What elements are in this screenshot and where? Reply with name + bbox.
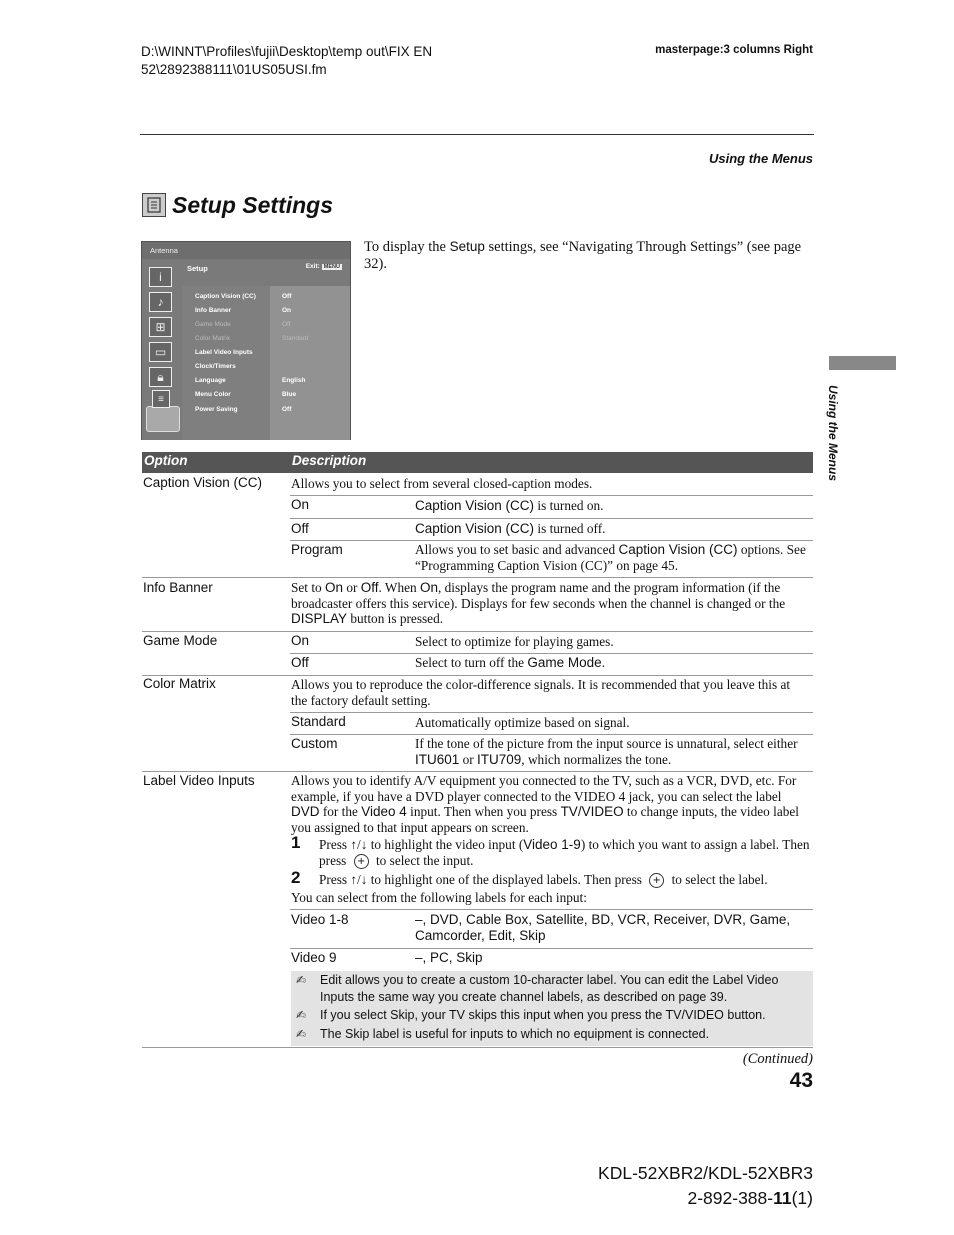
setup-icon: [142, 193, 166, 217]
video-9-label: Video 9: [291, 950, 337, 965]
label-text: input. Then when you press: [406, 804, 561, 819]
info-term: DISPLAY: [291, 611, 348, 626]
cc-on-label: On: [291, 497, 310, 512]
menu-value: English: [282, 377, 306, 384]
cc-on-desc: [415, 498, 810, 514]
menu-option: Menu Color: [195, 391, 231, 398]
page-number: 43: [789, 1069, 813, 1092]
menu-value: Off: [282, 321, 291, 328]
video-9-desc: –, PC, Skip: [415, 950, 483, 965]
menu-option: Language: [195, 377, 226, 384]
color-custom-label: Custom: [291, 736, 338, 751]
row-divider: [142, 577, 813, 578]
menu-value: On: [282, 307, 292, 314]
header-option: Option: [144, 453, 188, 468]
intro-setup-term: Setup: [449, 239, 485, 254]
doc-code-bold: 11: [773, 1188, 792, 1208]
masterpage-label: masterpage:3 columns Right: [655, 44, 813, 56]
info-term: On: [324, 580, 343, 595]
side-section-label: Using the Menus: [826, 385, 840, 482]
row-divider: [290, 495, 813, 496]
step-2-text: [319, 872, 811, 888]
screen-icon: ⊞: [149, 317, 172, 337]
note-text: If you select Skip, your TV skips this input when you press the TV/VIDEO button.: [320, 1008, 766, 1022]
menu-key-badge: MENU: [323, 264, 340, 270]
page-title: Setup Settings: [172, 191, 334, 218]
info-text: , displays the program name and the program information (if the broadcaster offers this service). Displays for few seconds when the channel is changed or the: [291, 580, 786, 611]
top-rule: [140, 134, 814, 135]
cc-text: is turned on.: [534, 498, 604, 513]
setup-menu-screenshot: [141, 241, 351, 440]
header-description: Description: [292, 453, 367, 468]
setup-tab-icon: ≡: [152, 390, 170, 408]
option-caption-vision: Caption Vision (CC): [143, 475, 263, 490]
color-custom-desc: [415, 736, 810, 767]
step-text: ) to which you want to assign a label. Then press: [319, 837, 810, 868]
menu-exit-label: [306, 263, 342, 270]
menu-option: Label Video Inputs: [195, 349, 253, 356]
menu-value: Off: [282, 293, 292, 300]
game-text: .: [601, 655, 606, 670]
menu-option: Clock/Timers: [195, 363, 236, 370]
row-divider: [290, 540, 813, 541]
continued-label: (Continued): [742, 1051, 813, 1067]
menu-value: Off: [282, 406, 292, 413]
info-icon: i: [149, 267, 172, 287]
menu-value: Standard: [282, 335, 309, 342]
step-term: Video 1-9: [523, 837, 581, 852]
up-down-arrow-icon: ↑/↓: [350, 872, 368, 887]
intro-paragraph: [364, 238, 814, 273]
row-divider: [290, 653, 813, 654]
menu-selected-tab: [146, 406, 180, 432]
file-path-line1: D:\WINNT\Profiles\fujii\Desktop\temp out\FIX EN: [141, 44, 433, 59]
step-text: to select the input.: [372, 852, 474, 868]
file-path: [141, 43, 481, 79]
option-game-mode: Game Mode: [143, 633, 218, 648]
info-text: or: [343, 580, 361, 595]
note-text: The Skip label is useful for inputs to which no equipment is connected.: [320, 1027, 710, 1041]
cc-term: Caption Vision (CC): [618, 542, 738, 557]
video-1-8-label: Video 1-8: [291, 912, 349, 927]
lock-icon: 🔒︎: [149, 367, 172, 387]
cc-text: Allows you to set basic and advanced: [415, 542, 619, 557]
notes-box: [291, 971, 813, 1046]
step-text: to highlight one of the displayed labels. Then press: [367, 872, 646, 887]
menu-setup-label: Setup: [187, 264, 208, 273]
game-on-label: On: [291, 633, 310, 648]
note-pencil-icon: ✍: [296, 1027, 307, 1041]
table-bottom-rule: [142, 1047, 813, 1048]
menu-option: Power Saving: [195, 406, 238, 413]
running-head: Using the Menus: [708, 151, 813, 166]
video-icon: ▭: [149, 342, 172, 362]
label-text: for the: [319, 804, 362, 819]
color-term: ITU709: [477, 751, 522, 767]
file-path-line2: 52\2892388111\01US05USI.fm: [141, 62, 327, 77]
title-row: [142, 190, 333, 220]
color-matrix-desc: Allows you to reproduce the color-difference signals. It is recommended that you leave this at the factory default setting.: [291, 677, 791, 708]
intro-text: To display the: [364, 239, 450, 255]
color-standard-label: Standard: [291, 714, 346, 729]
step-text: Press: [319, 872, 351, 887]
info-banner-desc: [291, 580, 809, 627]
step-text: to select the label.: [668, 872, 768, 887]
label-text: Allows you to identify A/V equipment you connected to the TV, such as a VCR, DVD, etc. For example, if you have a DVD player connected to the VIDEO 4 jack, you can select the label: [291, 773, 797, 804]
step-1-number: 1: [291, 833, 301, 852]
info-text: button is pressed.: [347, 611, 444, 626]
row-divider: [290, 518, 813, 519]
row-divider: [290, 712, 813, 713]
game-on-desc: Select to optimize for playing games.: [415, 634, 614, 649]
menu-value: Blue: [282, 391, 297, 398]
doc-code-text: 2-892-388-: [687, 1188, 774, 1208]
option-info-banner: Info Banner: [143, 580, 213, 595]
info-term: Off: [360, 580, 379, 595]
cc-program-desc: [415, 542, 810, 573]
cc-off-label: Off: [291, 521, 309, 536]
row-divider: [142, 771, 813, 772]
music-note-icon: ♪: [149, 292, 172, 312]
info-text: . When: [378, 580, 420, 595]
menu-option: Caption Vision (CC): [195, 293, 256, 300]
doc-code: [598, 1186, 813, 1211]
menu-antenna-label: Antenna: [142, 242, 350, 259]
cc-term: Caption Vision (CC): [415, 521, 535, 536]
game-term: Game Mode: [527, 655, 602, 670]
info-term: On: [419, 580, 438, 595]
color-text: , which normalizes the tone.: [521, 751, 672, 767]
label-term: TV/VIDEO: [560, 804, 624, 819]
menu-option: Color Matrix: [195, 335, 231, 342]
cc-term: Caption Vision (CC): [415, 498, 535, 513]
select-button-icon: +: [649, 873, 664, 888]
menu-values-column: [270, 286, 350, 440]
cc-text: options. See “Programming Caption Vision (CC)” on page 45.: [415, 542, 806, 573]
game-text: Select to turn off the: [415, 655, 528, 670]
menu-header: [182, 259, 350, 286]
label-term: DVD: [291, 804, 320, 819]
step-text: to highlight the video input (: [367, 837, 524, 852]
side-tab: [829, 356, 896, 370]
color-text: If the tone of the picture from the input source is unnatural, select either: [415, 736, 798, 751]
menu-option: Info Banner: [195, 307, 232, 314]
caption-vision-desc: Allows you to select from several closed-caption modes.: [291, 476, 593, 491]
note-pencil-icon: ✍: [296, 1008, 307, 1022]
option-color-matrix: Color Matrix: [143, 676, 216, 691]
up-down-arrow-icon: ↑/↓: [350, 837, 368, 852]
row-divider: [290, 948, 813, 949]
intro-text: settings, see “Navigating Through Settings” (see page 32).: [364, 239, 802, 272]
row-divider: [290, 909, 813, 910]
video-1-8-desc: –, DVD, Cable Box, Satellite, BD, VCR, Receiver, DVR, Game, Camcorder, Edit, Skip: [415, 912, 791, 943]
step-text: Press: [319, 837, 351, 852]
select-button-icon: +: [354, 854, 369, 869]
menu-exit-text: Exit:: [305, 263, 320, 270]
model-number: KDL-52XBR2/KDL-52XBR3: [598, 1163, 813, 1183]
label-text: to change inputs, the video label you assigned to that input appears on screen.: [291, 804, 799, 835]
cc-text: is turned off.: [534, 521, 606, 536]
cc-program-label: Program: [291, 542, 343, 557]
model-info: [598, 1161, 813, 1211]
label-video-desc: [291, 773, 809, 835]
row-divider: [142, 675, 813, 676]
game-off-desc: [415, 655, 810, 671]
row-divider: [142, 631, 813, 632]
label-term: Video 4: [361, 804, 407, 819]
option-label-video-inputs: Label Video Inputs: [143, 773, 255, 788]
table-header: [142, 452, 813, 473]
doc-code-text: (1): [791, 1188, 813, 1208]
color-term: ITU601: [415, 751, 460, 767]
note-text: Edit allows you to create a custom 10-character label. You can edit the Label Video Inputs the same way you create channel labels, as described on page 39.: [320, 973, 779, 1004]
menu-icon-column: [142, 259, 182, 440]
label-select-text: You can select from the following labels for each input:: [291, 890, 587, 905]
color-standard-desc: Automatically optimize based on signal.: [415, 715, 630, 730]
step-2-number: 2: [291, 868, 301, 887]
game-off-label: Off: [291, 655, 309, 670]
cc-off-desc: [415, 521, 810, 537]
row-divider: [290, 734, 813, 735]
note-pencil-icon: ✍: [296, 973, 307, 987]
menu-options-column: [182, 286, 270, 440]
info-text: Set to: [291, 580, 325, 595]
menu-option: Game Mode: [195, 321, 231, 328]
step-1-text: [319, 837, 811, 869]
color-text: or: [459, 751, 478, 767]
